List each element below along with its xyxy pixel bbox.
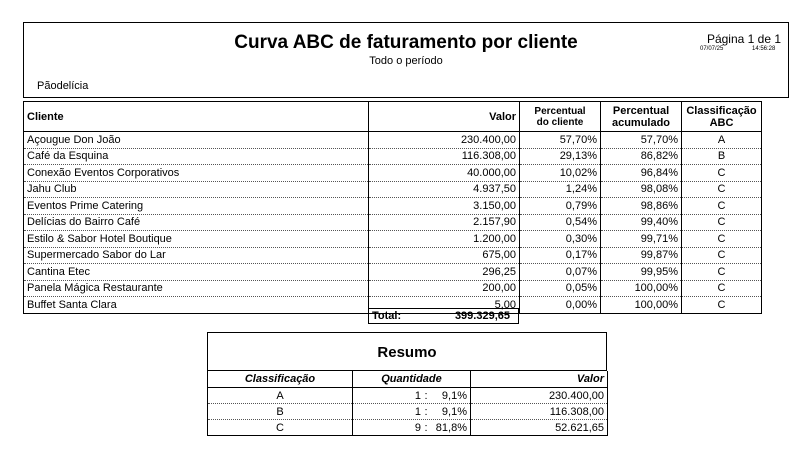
cell-acumulado: 100,00%: [601, 280, 682, 297]
cell-classe: C: [682, 297, 762, 314]
cell-percentual: 0,07%: [520, 264, 601, 281]
table-row: [24, 132, 762, 149]
total-box: [368, 308, 519, 324]
resumo-table: [207, 371, 608, 436]
resumo-col-quantidade: Quantidade: [353, 371, 471, 388]
cell-valor: 675,00: [369, 247, 520, 264]
cell-valor: 2.157,90: [369, 214, 520, 231]
cell-valor: 4.937,50: [369, 181, 520, 198]
company-name: Pãodelícia: [37, 80, 89, 92]
cell-classe: A: [682, 132, 762, 149]
resumo-cell-classe: B: [208, 404, 353, 420]
cell-percentual: 0,79%: [520, 198, 601, 215]
cell-classe: C: [682, 214, 762, 231]
resumo-header-row: [208, 371, 608, 388]
cell-acumulado: 100,00%: [601, 297, 682, 314]
cell-classe: C: [682, 181, 762, 198]
col-header-classificacao: [682, 102, 762, 132]
resumo-row: [208, 420, 608, 436]
cell-valor: 3.150,00: [369, 198, 520, 215]
table-row: [24, 148, 762, 165]
cell-cliente: Supermercado Sabor do Lar: [24, 247, 369, 264]
cell-cliente: Delícias do Bairro Café: [24, 214, 369, 231]
table-row: [24, 231, 762, 248]
print-time: 14:56:28: [752, 46, 776, 52]
cell-valor: 296,25: [369, 264, 520, 281]
table-row: [24, 247, 762, 264]
cell-cliente: Panela Mágica Restaurante: [24, 280, 369, 297]
cell-acumulado: 86,82%: [601, 148, 682, 165]
cell-classe: C: [682, 247, 762, 264]
resumo-cell-valor: 116.308,00: [471, 404, 608, 420]
resumo-col-classificacao: Classificação: [208, 371, 353, 388]
col-header-percentual-cliente-line2: do cliente: [536, 116, 584, 128]
print-date: 07/07/25: [700, 46, 724, 52]
resumo-col-valor: Valor: [471, 371, 608, 388]
cell-percentual: 0,00%: [520, 297, 601, 314]
cell-cliente: Jahu Club: [24, 181, 369, 198]
cell-cliente: Cantina Etec: [24, 264, 369, 281]
resumo-perc: 9,1%: [441, 389, 467, 402]
resumo-perc: 81,8%: [435, 421, 467, 434]
cell-percentual: 29,13%: [520, 148, 601, 165]
cell-percentual: 0,54%: [520, 214, 601, 231]
cell-acumulado: 96,84%: [601, 165, 682, 182]
cell-cliente: Conexão Eventos Corporativos: [24, 165, 369, 182]
col-header-valor: Valor: [369, 102, 520, 132]
cell-classe: C: [682, 280, 762, 297]
table-row: [24, 264, 762, 281]
cell-acumulado: 98,86%: [601, 198, 682, 215]
resumo-row: [208, 404, 608, 420]
cell-acumulado: 57,70%: [601, 132, 682, 149]
table-header-row: [24, 102, 762, 132]
cell-valor: 230.400,00: [369, 132, 520, 149]
cell-cliente: Estilo & Sabor Hotel Boutique: [24, 231, 369, 248]
cell-acumulado: 99,71%: [601, 231, 682, 248]
resumo-qtd: 1: [414, 389, 421, 402]
cell-acumulado: 98,08%: [601, 181, 682, 198]
col-header-percentual-cliente: [520, 102, 601, 132]
cell-acumulado: 99,40%: [601, 214, 682, 231]
cell-cliente: Café da Esquina: [24, 148, 369, 165]
cell-cliente: Açougue Don João: [24, 132, 369, 149]
cell-classe: C: [682, 165, 762, 182]
cell-cliente: Eventos Prime Catering: [24, 198, 369, 215]
col-header-classificacao-line1: Classificação: [686, 104, 757, 117]
col-header-cliente: Cliente: [24, 102, 369, 132]
cell-percentual: 10,02%: [520, 165, 601, 182]
resumo-sep: :: [424, 421, 428, 434]
col-header-percentual-acumulado: [601, 102, 682, 132]
resumo-sep: :: [424, 389, 428, 402]
resumo-qtd: 1: [414, 405, 421, 418]
resumo-cell-quantidade: [353, 420, 471, 436]
resumo-cell-quantidade: [353, 388, 471, 404]
table-row: [24, 198, 762, 215]
total-value: 399.329,65: [454, 310, 510, 322]
col-header-percentual-acumulado-line1: Percentual: [612, 104, 670, 117]
cell-classe: C: [682, 231, 762, 248]
table-row: [24, 181, 762, 198]
report-subtitle: Todo o período: [369, 55, 443, 67]
resumo-perc: 9,1%: [441, 405, 467, 418]
resumo-qtd: 9: [414, 421, 421, 434]
table-row: [24, 214, 762, 231]
cell-percentual: 57,70%: [520, 132, 601, 149]
col-header-classificacao-line2: ABC: [709, 116, 734, 129]
cell-classe: C: [682, 264, 762, 281]
cell-valor: 200,00: [369, 280, 520, 297]
cell-classe: C: [682, 198, 762, 215]
cell-percentual: 0,05%: [520, 280, 601, 297]
resumo-row: [208, 388, 608, 404]
cell-valor: 1.200,00: [369, 231, 520, 248]
col-header-percentual-acumulado-line2: acumulado: [611, 116, 671, 129]
abc-table: [23, 101, 762, 314]
cell-valor: 5,00: [369, 297, 520, 314]
resumo-cell-classe: A: [208, 388, 353, 404]
cell-percentual: 1,24%: [520, 181, 601, 198]
resumo-cell-valor: 52.621,65: [471, 420, 608, 436]
total-label: Total:: [372, 310, 402, 322]
cell-percentual: 0,17%: [520, 247, 601, 264]
cell-valor: 40.000,00: [369, 165, 520, 182]
resumo-cell-quantidade: [353, 404, 471, 420]
resumo-cell-classe: C: [208, 420, 353, 436]
col-header-percentual-cliente-line1: Percentual: [534, 105, 586, 117]
cell-acumulado: 99,87%: [601, 247, 682, 264]
resumo-title: Resumo: [377, 344, 437, 361]
cell-cliente: Buffet Santa Clara: [24, 297, 369, 314]
resumo-sep: :: [424, 405, 428, 418]
cell-percentual: 0,30%: [520, 231, 601, 248]
report-title: Curva ABC de faturamento por cliente: [234, 32, 578, 53]
cell-valor: 116.308,00: [369, 148, 520, 165]
cell-classe: B: [682, 148, 762, 165]
resumo-cell-valor: 230.400,00: [471, 388, 608, 404]
cell-acumulado: 99,95%: [601, 264, 682, 281]
table-row: [24, 280, 762, 297]
page-number: Página 1 de 1: [706, 32, 781, 46]
table-row: [24, 165, 762, 182]
